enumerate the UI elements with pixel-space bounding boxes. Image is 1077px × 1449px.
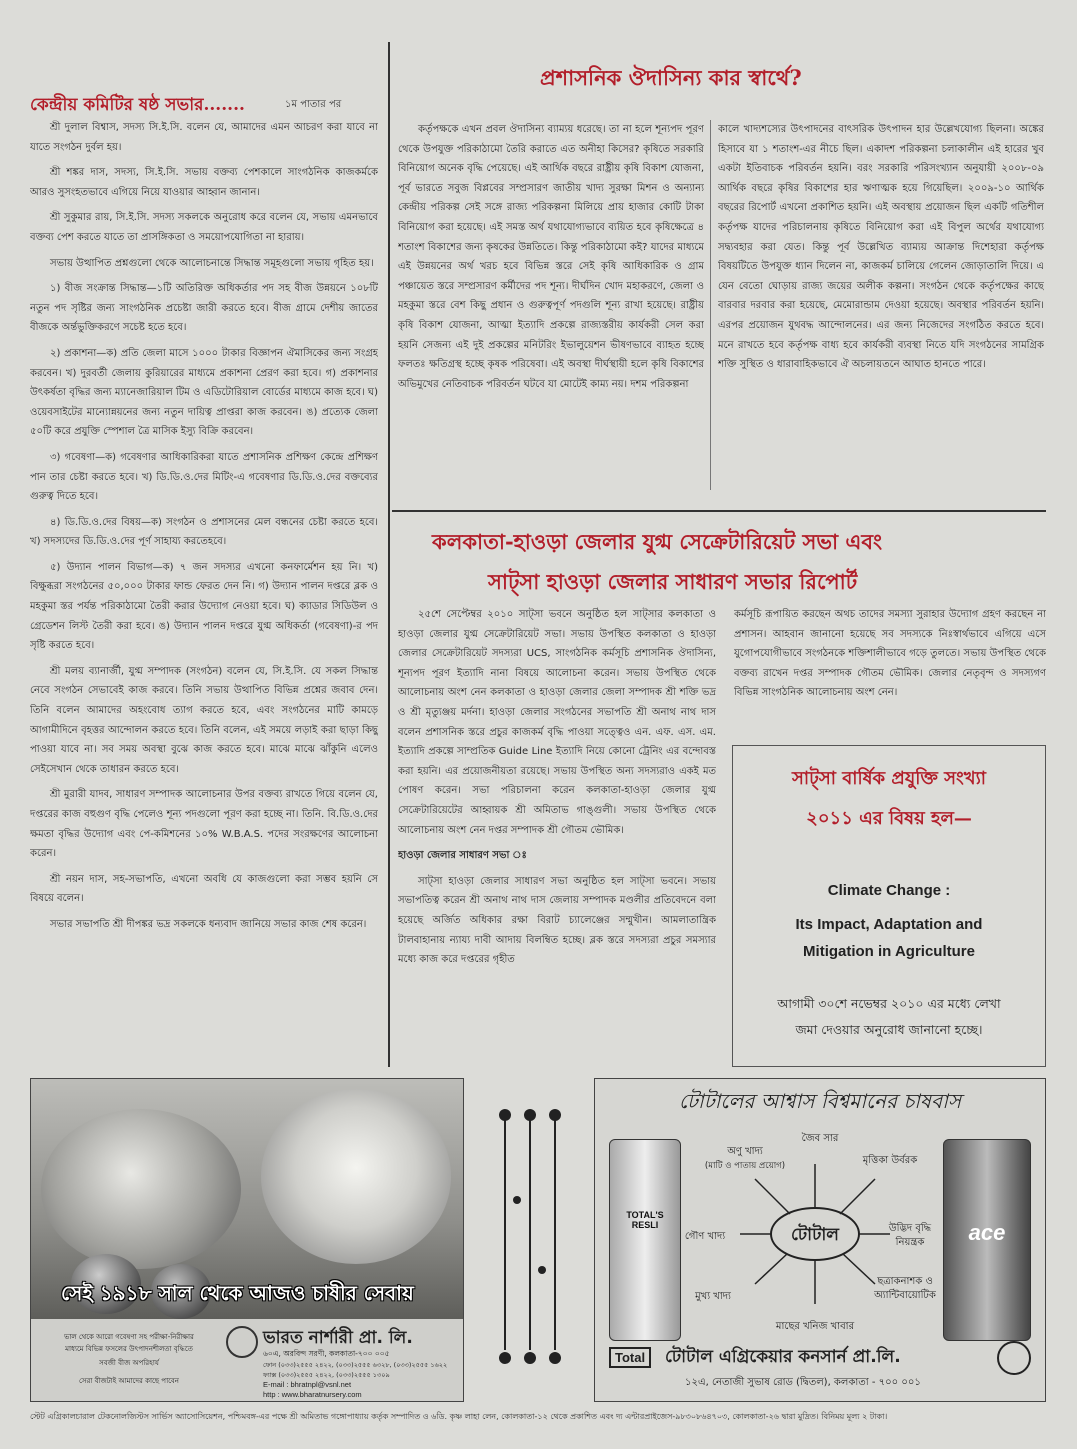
left-para: শ্রী দুলাল বিশ্বাস, সদস্য সি.ই.সি. বলেন যে, আমাদের এমন আচরণ করা যাবে না যাতে সংগঠন দুর্বল হয়। xyxy=(30,122,378,153)
left-para: ১) বীজ সংক্রান্ত সিদ্ধান্ত—১টি অতিরিক্ত অধিকর্তার পদ সহ বীজ উন্নয়নে ১০৮টি নতুন পদ সৃষ্টির জন্য সাংগঠনিক প্রচেষ্টা জারী করতে হবে। বীজ গ্রামে দেশীয় জাতের বীজকে অর্ন্তভুক্তিকরণে সচেষ্ট হতে হবে। xyxy=(30,283,378,334)
middle-col1-para2: সাট্সা হাওড়া জেলার সাধারণ সভা অনুষ্ঠিত হল সাট্সা ভবনে। সভায় সভাপতিত্ব করেন শ্রী অনাথ নাথ দাস জেলায় সম্পাদক মণ্ডলীর প্রতিবেদনে বলা হয়েছে অর্জিত অধিকার রক্ষা বিরাট চ্যালেঞ্জের সম্মুখীন। আমলাতান্ত্রিক টালবাহানায় ন্যায্য দাবী আদায় বিলম্বিত হচ্ছে। ব্লক স্তরে সদস্যরা প্রচুর সমস্যার মধ্যে কাজ করে দপ্তরের গৃহীত xyxy=(398,875,716,966)
left-para: শ্রী শঙ্কর দাস, সদস্য, সি.ই.সি. সভায় বক্তব্য পেশকালে সাংগঠনিক কাজকর্মকে আরও সুসংহতভাবে এগিয়ে নিয়ে যাওয়ার আহ্বান জানান। xyxy=(30,167,378,198)
notice-topic2: Its Impact, Adaptation and xyxy=(795,916,983,933)
left-article-continued: ১ম পাতার পর xyxy=(285,99,342,110)
notice-footer2: জমা দেওয়ার অনুরোধ জানানো হচ্ছে। xyxy=(795,1022,983,1037)
middle-article-title-line2: সাট্সা হাওড়া জেলার সাধারণ সভার রিপোর্ট xyxy=(488,569,858,594)
diagram-item: উদ্ভিদ বৃদ্ধি xyxy=(888,1223,932,1234)
ad-web: http : www.bharatnursery.com xyxy=(263,1390,362,1399)
column-rule-right xyxy=(710,120,711,490)
diagram-item: ছত্রাকনাশক ও xyxy=(877,1276,933,1287)
ad-tagline: ভাল থেকে আরো গবেষণা সহ পরীক্ষা-নিরীক্ষার xyxy=(64,1333,194,1341)
middle-col1-para: ২৫শে সেপ্টেম্বর ২০১০ সাট্সা ভবনে অনুষ্ঠিত হল সাট্সার কলকাতা ও হাওড়া জেলার যুগ্ম সেক্রেটারিয়েট সভা। সভায় উপস্থিত কলকাতা ও হাওড়া জেলার সেক্রেটারিয়েট সদস্যরা UCS, সাংগঠনিক কর্মসূচি প্রশাসনিক ঔদাসিন্য, শূন্যপদ পূরণ ইত্যাদি নানা বিষয়ে আলোচনা করেন। সভায় উপস্থিত থেকে আলোচনায় অংশ নেন কলকাতা ও হাওড়া জেলার জেলা সম্পাদক শ্রী শক্তি ভদ্র ও শ্রী মৃত্যুঞ্জয় মর্দনা। হাওড়া জেলার সংগঠনের সভাপতি শ্রী অনাথ নাথ দাস বলেন প্রশাসনিক স্তরে প্রচুর কাজকর্ম বৃদ্ধি পাওয়া সত্ত্বেও এন. এফ. এস. এম. ইত্যাদি প্রকল্পে সাম্প্রতিক Guide Line ইত্যাদি নিয়ে কোনো ট্রেনিং এর বন্দোবস্ত করা হয়নি। এর প্রয়োজনীয়তা রয়েছে। সভায় উপস্থিত অন্য সদস্যরাও একই মত পোষণ করেন। সভা পরিচালনা করেন কলকাতা-হাওড়া জেলার যুগ্ম সেক্রেটারিয়েটের আহ্বায়ক শ্রী অমিতাভ গাঙ্গুলী। সভায় উপস্থিত থেকে আলোচনায় অংশ নেন দপ্তর সম্পাদক শ্রী গৌতম ভৌমিক। xyxy=(398,609,716,836)
middle-col2: কর্মসূচি রূপায়িত করছেন অথচ তাদের সমস্যা সুরাহার উদ্যোগ গ্রহণ করছেন না প্রশাসন। আহবান জানানো হয়েছে সব সদস্যকে নিঃস্বার্থভাবে এগিয়ে এসে যুগোপযোগীভাবে সংগঠনকে শক্তিশালীভাবে গড়ে তুলতে। সভায় উপস্থিত থেকে বক্তব্য রাখেন দপ্তর সম্পাদক গৌতম ভৌমিক। জেলার নেতৃবৃন্দ ও সদস্যগণ বিভিন্ন সাংগঠনিক আলোচনায় অংশ নেন। xyxy=(734,609,1046,699)
cauliflower-image xyxy=(261,1089,451,1264)
total-logo: Total xyxy=(609,1347,651,1368)
ad-phone2: ফ্যাক্স (০৩৩)২৫৫৫ ২৪২২, (০৩৩)২৫৫৫ ১৩০৯ xyxy=(263,1371,390,1379)
cabbage-image xyxy=(41,1109,241,1269)
top-right-article-title: প্রশাসনিক ঔদাসিন্য কার স্বার্থে? xyxy=(540,65,802,90)
left-para: ৩) গবেষণা—ক) গবেষণার আধিকারিকরা যাতে প্রশাসনিক প্রশিক্ষণ কেন্দ্রে প্রশিক্ষণ পান তার চেষ্টা করতে হবে। খ) ডি.ডি.ও.দের মিটিং-এ গবেষণার ডি.ডি.ও.দের বক্তব্যের গুরুত্ব দিতে হবে। xyxy=(30,451,378,503)
diagram-item: মৃত্তিকা উর্বরক xyxy=(862,1155,918,1166)
notice-line2: ২০১১ এর বিষয় হল— xyxy=(806,808,972,829)
top-right-col2: কালে খাদ্যশস্যের উৎপাদনের বাৎসরিক উৎপাদন হার উল্লেখযোগ্য ছিলনা। অঙ্কের হিসাবে যা ১ শতাংশ-এর নীচে ছিল। একাদশ পরিকল্পনা চলাকালীন এই হারের খুব একটা ইতিবাচক পরিবর্তন হয়নি। বরং সরকারি পরিসংখ্যান অনুযায়ী ২০০৮-০৯ আর্থিক বছরে কৃষির বিকাশের হার ঋণাত্মক হয়ে গিয়েছিল। ২০০৯-১০ আর্থিক বছরের রিপোর্ট এখনো প্রকাশিত হয়নি। এই অবস্থায় প্রয়োজন ছিল একটি গতিশীল কর্তৃপক্ষ যাদের পরিচালনায় কৃষিতে বিনিয়োগ করা এই বিপুল অর্থের যথাযোগ্য সদ্ব্যবহার করা যেত। কিন্তু পূর্ব উল্লেখিত ব্যাম্যয় আক্রান্ত দিশেহারা কর্তৃপক্ষ বিষয়টিতে উপযুক্ত ধ্যান দিলেন না, কাজকর্ম চালিয়ে গেলেন জোড়াতালি দিয়ে। এ যেন বেতো ঘোড়ায় রাজ্য জয়ের অলীক কল্পনা। সংগঠন থেকে কর্তৃপক্ষের কাছে বারবার দরবার করা হয়েছে, মেমোরান্ডাম দেওয়া হয়েছে। অবস্থার পরিবর্তন হয়নি। এরপর প্রয়োজন যুথবদ্ধ আন্দোলনের। এর জন্য নিজেদের সংগঠিত করতে হবে। মনে রাখতে হবে কর্তৃপক্ষ বাধ্য হবে কার্যকরী ব্যবস্থা নিতে যদি সংগঠনের সামগ্রিক শক্তি সুস্থিত ও ধারাবাহিকভাবে ঐ অচলায়তনে আঘাত হানতে পারে। xyxy=(718,124,1044,371)
left-article-body xyxy=(30,118,378,1073)
diagram-item: মাছের খনিজ খাবার xyxy=(775,1321,855,1332)
horizontal-rule-mid xyxy=(392,510,1046,512)
imprint-footer: স্টেট এগ্রিকালচারাল টেকনোলজিস্টস সার্ভিস অ্যাসোসিয়েশন, পশ্চিমবঙ্গ-এর পক্ষে শ্রী অমিতাভ গঙ্গোপাধ্যায় কর্তৃক সম্পাদিত ও ৬ডি. কৃষ্ণ লাহা লেন, কোলকাতা-১২ থেকে প্রকাশিত এবং দ্য এন্টারপ্রাইজেস-৯৮৩০৮৬৪৭০৩, কোলকাতা-২৬ দ্বারা মুদ্রিত। বিনিময় মূল্য ২ টাকা। xyxy=(30,1412,888,1421)
left-article-title: কেন্দ্রীয় কমিটির ষষ্ঠ সভার....... xyxy=(30,95,245,115)
ad-company: ভারত নার্শারী প্রা. লি. xyxy=(263,1328,413,1348)
diagram-item: অ্যান্টিবায়োটিক xyxy=(874,1290,936,1301)
ad-tagline: সবজী বীজ অপরিহার্য xyxy=(99,1359,159,1367)
decorative-flower-column xyxy=(475,1090,585,1390)
notice-footer1: আগামী ৩০শে নভেম্বর ২০১০ এর মধ্যে লেখা xyxy=(777,996,1001,1011)
ad-right-address: ১২এ, নেতাজী সুভাষ রোড (দ্বিতল), কলকাতা - ৭০০ ০০১ xyxy=(685,1377,921,1388)
left-para: ৫) উদ্যান পালন বিভাগ—ক) ৭ জন সদস্যর এখনো কনফার্মেশন হয় নি। খ) বিক্ষুব্ধরা সংগঠনের ৫০,০০০ টাকার ফান্ড ফেরত দেন নি। গ) উদ্যান পালন দপ্তরে ব্লক ও মহকুমা স্তর পর্যন্ত পরিকাঠামো তৈরী করার উদ্যোগ নেওয়া হবে। ঘ) ক্যাডার সিডিউল ও গ্রেডেশন লিস্ট তৈরী করা হবে। ঙ) উদ্যান পালন দপ্তরে যুগ্ম অধিকর্তা (গবেষণা)-র পদ সৃষ্টি করতে হবে। xyxy=(30,561,378,652)
diagram-item: মুখ্য খাদ্য xyxy=(695,1291,731,1302)
notice-line1: সাট্সা বার্ষিক প্রযুক্তি সংখ্যা xyxy=(791,768,987,789)
left-para: শ্রী মুরারী যাদব, সাধারণ সম্পাদক আলোচনার উপর বক্তব্য রাখতে গিয়ে বলেন যে, দপ্তরের কাজ বহুগুণ বৃদ্ধি পেলেও শূন্য পদগুলো পূরণ করা হচ্ছে না। তিনি. বি.ডি.ও.দের ক্ষমতা বৃদ্ধির উদ্যোগ এবং পে-কমিশনের ১০% W.B.A.S. পদের সংরক্ষণের আলোচনা করেন। xyxy=(30,789,378,860)
ad-right-company: টোটাল এগ্রিকেয়ার কনসার্ন প্রা.লি. xyxy=(665,1347,901,1367)
middle-subhead: হাওড়া জেলার সাধারণ সভা ঃ xyxy=(398,850,527,862)
left-para: ৪) ডি.ডি.ও.দের বিষয়—ক) সংগঠন ও প্রশাসনের মেল বন্ধনের চেষ্টা করতে হবে। খ) সদস্যদের ডি.ডি.ও.দের পূর্ণ সাহায্য করতেহবে। xyxy=(30,516,378,548)
left-para: ২) প্রকাশনা—ক) প্রতি জেলা মাসে ১০০০ টাকার বিজ্ঞাপন ঐমাসিকের জন্য সংগ্রহ করবেন। খ) দুরবর্তী জেলায় কুরিয়ারের মাধ্যমে প্রকাশনা প্রেরণ করা হবে। গ) প্রকাশনার উৎকর্ষতা বৃদ্ধির জন্য ম্যানেজারিয়াল টিম ও এডিটোরিয়াল বোর্ডের মাধ্যমে কাজ হবে। ঘ) ওয়েবসাইটের মান্যোন্নয়নের জন্য নতুন দায়িত্ব প্রাপ্তরা কাজ করবেন। ঙ) প্রত্যেক জেলা ৫০টি করে প্রযুক্তি স্পেশাল ত্রৈ মাসিক ইস্যু বিক্রি করবেন। xyxy=(30,347,378,438)
ad-total-agricare xyxy=(594,1078,1046,1402)
diagram-item: জৈব সার xyxy=(801,1133,839,1144)
ad-headline: টোটালের আশ্বাস বিশ্বমানের চাষবাস xyxy=(678,1089,962,1113)
wheel-logo-icon xyxy=(226,1326,258,1358)
ad-tagline: সেরা বীজটাই আমাদের কাছে পাবেন xyxy=(79,1377,179,1385)
column-rule-left xyxy=(388,42,390,1067)
diagram-item: অণু খাদ্য xyxy=(727,1146,763,1157)
ad-phone1: ফোন (০৩৩)২৫৫৫ ২৪২২, (০৩৩)২৫৫৫ ৬৩২৮, (০৩৩)২৫৫৫ ১৬২২ xyxy=(263,1361,448,1369)
ad-bharat-nursery xyxy=(30,1078,464,1402)
diagram-item: (মাটি ও পাতায় প্রয়োগ) xyxy=(704,1161,786,1171)
notice-topic3: Mitigation in Agriculture xyxy=(803,943,975,960)
middle-col1 xyxy=(398,605,716,1065)
top-right-col1: কর্তৃপক্ষকে এখন প্রবল ঔদাসিন্য ব্যাম্যয় ধরেছে। তা না হলে শূন্যপদ পূরণ থেকে উপযুক্ত পরিকাঠামো তৈরি করাতে এত অনীহা কিসের? কৃষিতে সরকারি বিনিয়োগ অনেক বৃদ্ধি পেয়েছে। এই আর্থিক বছরে রাষ্ট্রীয় কৃষি বিকাশ যোজনা, পূর্ব ভারতে সবুজ বিপ্লবের সম্প্রসারণ জাতীয় খাদ্য সুরক্ষা মিশন ও অন্যান্য কেন্দ্রীয় পরিকল্প সেই সঙ্গে রাজ্য পরিকল্পনা মিলিয়ে প্রায় হাজার কোটি টাকা বিনিয়োগ করা হয়েছে। এই সমস্ত অর্থ যথাযোগ্যভাবে ব্যয়িত হবে কৃষিক্ষেত্রে ৪ শতাংশ বিকাশের জন্য কৃষকের উন্নতিতে। কিন্তু পরিকাঠামো কই? যাদের মাধ্যমে এই উন্নয়নের অর্থ খরচ হবে বিভিন্ন স্তরে সেই কৃষি আধিকারিক ও গ্রাম পঞ্চায়েত স্তরে সম্প্রসারণ কর্মীদের পদ শূন্য। দীর্ঘদিন খোদ মহাকরণে, জেলা ও মহকুমা স্তরে বেশ কিছু প্রধান ও গুরুত্বপূর্ণ পদগুলি শূন্য রাখা হয়েছে। রাষ্ট্রীয় কৃষি বিকাশ যোজনা, আত্মা ইত্যাদি প্রকল্পে রাজ্যস্তরীয় কার্যকরী সেল করা হয়নি সেজন্য এই দুই প্রকল্পের মনিটরিং ইভালুয়েশন ভীষণভাবে ব্যাহত হচ্ছে ফলতঃ ক্ষতিগ্রস্থ হচ্ছে কৃষক পরিষেবা। এই অবস্থা দীর্ঘস্থায়ী হলে কৃষি বিকাশের অভিমুখের নেতিবাচক পরিবর্তন ঘটবে যা মোটেই কাম্য নয়। দশম পরিকল্পনা xyxy=(398,124,704,390)
resli-bottle-image: TOTAL'S RESLI xyxy=(609,1139,681,1341)
notice-topic1: Climate Change : xyxy=(827,882,951,899)
diagram-item: নিয়ন্ত্রক xyxy=(895,1237,925,1248)
emblem-icon xyxy=(997,1341,1031,1375)
left-para: শ্রী সুকুমার রায়, সি.ই.সি. সদস্য সকলকে অনুরোধ করে বলেন যে, সভায় এমনভাবে বক্তব্য পেশ করতে যাতে তা প্রাসঙ্গিকতা ও সময়োপযোগিতা না হারায়। xyxy=(30,212,378,243)
ace-bottle-image: ace xyxy=(943,1139,1031,1341)
left-para: শ্রী মলয় ব্যানার্জী, যুগ্ম সম্পাদক (সংগঠন) বলেন যে, সি.ই.সি. যে সকল সিদ্ধান্ত নেবে সংগঠন সেভাবেই কাজ করবে। তিনি সভায় উত্থাপিত বিভিন্ন প্রশ্নের জবাব দেন। তিনি বলেন আমাদের অহংবোধ ত্যাগ করতে হবে, এবং সংগঠনের মাটি কামড়ে আগামীদিনে বৃহত্তর আন্দোলন করতে হবে। তিনি বলেন, এই সময়ে লড়াই করা ছাড়া কিছু পাওয়া যাবে না। সব সময় অবস্থা বুঝে কাজ করতে হবে। মাঝে মাঝে ঝাঁকুনি এলেও সেইসেখান থেকে তাধারন করতে হবে। xyxy=(30,665,378,775)
ad-tagline: মাধ্যমে বিভিন্ন ফসলের উৎপাদনশীলতা বৃদ্ধিতে xyxy=(65,1345,193,1353)
ad-address: ৬০এ, অরবিন্দ সরণী, কলকাতা-৭০০ ০০৫ xyxy=(263,1349,390,1358)
left-para: শ্রী নয়ন দাস, সহ-সভাপতি, এখনো অবধি যে কাজগুলো করা সম্ভব হয়নি সে বিষয়ে বলেন। xyxy=(30,873,378,905)
left-para: সভায় উত্থাপিত প্রশ্নগুলো থেকে আলোচনান্তে সিদ্ধান্ত সমূহগুলো সভায় গৃহিত হয়। xyxy=(50,257,374,269)
left-para: সভার সভাপতি শ্রী দীপঙ্কর ভদ্র সকলকে ধন্যবাদ জানিয়ে সভার কাজ শেষ করেন। xyxy=(50,918,367,930)
middle-article-title-line1: কলকাতা-হাওড়া জেলার যুগ্ম সেক্রেটারিয়েট সভা এবং xyxy=(432,529,883,554)
ad-banner: সেই ১৯১৮ সাল থেকে আজও চাষীর সেবায় xyxy=(61,1281,414,1305)
diagram-center: টোটাল xyxy=(791,1225,839,1245)
ad-email: E-mail : bhratnpl@vsnl.net xyxy=(263,1380,352,1389)
diagram-item: গৌণ খাদ্য xyxy=(684,1231,726,1242)
notice-box xyxy=(732,745,1046,1067)
